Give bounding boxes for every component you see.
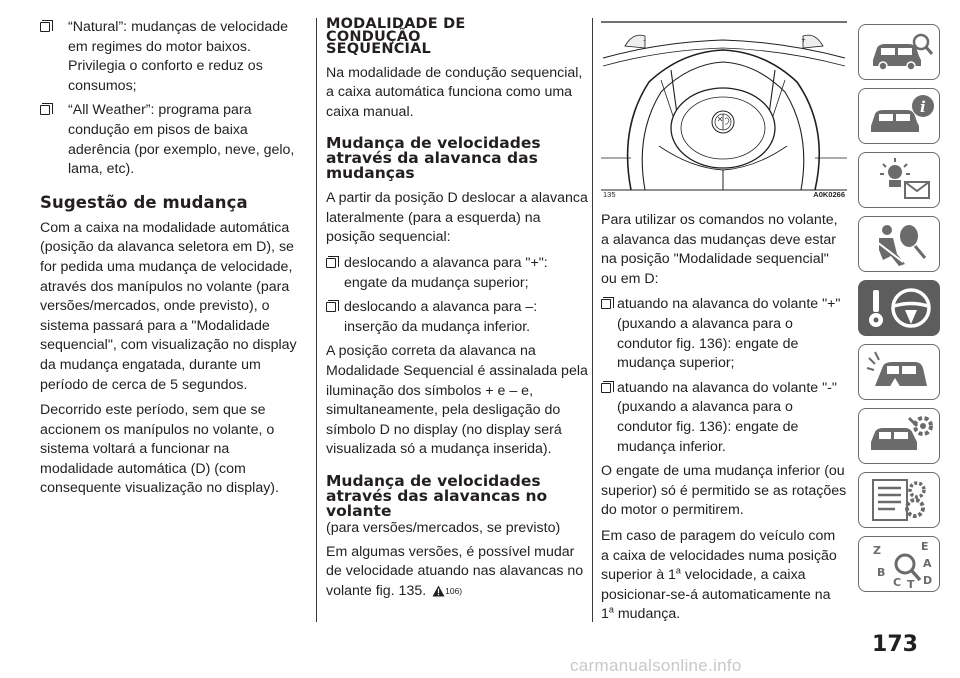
index-letter: Z (873, 544, 881, 557)
svg-text:–: – (643, 37, 646, 44)
column-3 (601, 211, 847, 631)
technical-data-icon (865, 476, 935, 524)
svg-text:+: + (801, 37, 807, 44)
bullet-item (40, 18, 302, 96)
paragraph: Decorrido este período, sem que se accionem os manípulos no volante, o sistema voltará a funcionar na modalidade automática (D) (com consequente visualização no display). (40, 402, 279, 497)
bullet-text: “All Weather”: programa para condução em pisos de baixa aderência (por exemplo, neve, gelo, lama, etc). (68, 102, 295, 178)
car-emergency-icon (865, 348, 935, 396)
paragraph-text: mudança. (613, 606, 681, 623)
tab-car-info[interactable] (858, 88, 940, 144)
paragraph: O engate de uma mudança inferior (ou superior) só é permitido se as rotações do motor o permitirem. (601, 463, 847, 519)
steering-wheel-drawing (601, 18, 847, 191)
column-2 (326, 18, 588, 609)
watermark-text: carmanualsonline.info (570, 656, 742, 675)
checkbox-bullet-icon (326, 258, 336, 268)
paragraph: Para utilizar os comandos no volante, a alavanca das mudanças deve estar na posição "Modalidade sequencial" ou em D: (601, 212, 838, 287)
index-letter: A (923, 557, 932, 570)
column-1 (40, 18, 302, 505)
bullet-item (601, 379, 847, 457)
paragraph: A partir da posição D deslocar a alavanca lateralmente (para a esquerda) na posição sequencial: (326, 190, 588, 246)
bullet-item (40, 101, 302, 179)
checkbox-bullet-icon (601, 299, 611, 309)
section-heading-sequential-mode: MODALIDADE DE CONDUÇÃO SEQUENCIAL (326, 16, 466, 57)
tab-airbag-safety[interactable] (858, 216, 940, 272)
tab-technical-data[interactable] (858, 472, 940, 528)
checkbox-bullet-icon (40, 105, 50, 115)
figure-number: 135 (603, 190, 616, 199)
paragraph-text: Em algumas versões, é possível mudar de velocidade atuando nas alavancas no volante fig. 135. (326, 543, 584, 599)
tab-car-maintenance[interactable] (858, 408, 940, 464)
paragraph: Com a caixa na modalidade automática (posição da alavanca seletora em D), se for pedida uma mudança de velocidade, através dos manípulos no volante (para versões/mercados, onde previsto), o sistema passará para a "Modalidade sequencial", com visualização no display da mudança engatada, durante um período de cerca de 5 segundos. (40, 219, 297, 393)
column-divider-left (316, 18, 317, 622)
bullet-item (326, 298, 588, 337)
warning-triangle-icon (432, 584, 445, 604)
paragraph (601, 527, 847, 625)
subheading-steering-paddles: Mudança de velocidades através das alavancas no volante (326, 472, 548, 520)
checkbox-bullet-icon (40, 22, 50, 32)
ordinal-indicator: a (675, 565, 681, 576)
index-letter: B (877, 566, 886, 579)
paragraph: Na modalidade de condução sequencial, a caixa automática funciona como uma caixa manual. (326, 64, 583, 120)
paragraph-text: velocidade, a caixa posicionar-se-á automaticamente na 1 (601, 567, 831, 623)
bullet-text: atuando na alavanca do volante "-" (puxando a alavanca para o condutor fig. 136): engate de mudança inferior. (617, 379, 837, 455)
bullet-text: “Natural”: mudanças de velocidade em regimes do motor baixos. Privilegia o conforto e reduz os consumos; (68, 19, 289, 94)
car-maintenance-icon (865, 412, 935, 460)
bullet-item (601, 295, 847, 373)
bullet-item (326, 254, 588, 293)
paragraph: A posição correta da alavanca na Modalidade Sequencial é assinalada pela iluminação dos símbolos + e – e, simultaneamente, pela desligação do símbolo D no display (no display será visualizada só a mudança inserida). (326, 343, 588, 458)
section-heading-gear-suggestion: Sugestão de mudança (40, 192, 248, 212)
figure-code: A0K0266 (813, 190, 845, 199)
car-search-icon (865, 28, 935, 76)
steering-wheel-figure (601, 18, 847, 191)
tab-alphabetical-index[interactable] (858, 536, 940, 592)
column-divider-right (592, 18, 593, 622)
version-note: (para versões/mercados, se previsto) (326, 520, 561, 536)
paragraph (326, 543, 588, 604)
bullet-text: atuando na alavanca do volante "+" (puxando a alavanca para o condutor fig. 136): engate de mudança superior; (617, 296, 841, 372)
alphabetical-index-icon (865, 540, 935, 588)
ordinal-indicator: a (608, 604, 614, 615)
page-number: 173 (872, 632, 918, 657)
index-letter: T (907, 578, 915, 588)
paragraph-text: Em caso de paragem do veículo com a caixa de velocidades numa posição superior à 1 (601, 527, 837, 584)
bullet-text: deslocando a alavanca para "+": engate da mudança superior; (344, 255, 548, 291)
subheading-gear-lever: Mudança de velocidades através da alavanca das mudanças (326, 134, 541, 183)
tab-car-emergency[interactable] (858, 344, 940, 400)
index-letter: D (923, 574, 933, 587)
dashboard-lights-icon (865, 156, 935, 204)
index-letter: E (921, 540, 929, 553)
tab-dashboard-lights[interactable] (858, 152, 940, 208)
svg-text:i: i (920, 98, 926, 116)
car-info-icon (865, 92, 935, 140)
note-reference: 106) (445, 585, 463, 596)
checkbox-bullet-icon (601, 383, 611, 393)
airbag-safety-icon (865, 220, 935, 268)
bullet-text: deslocando a alavanca para –: inserção da mudança inferior. (344, 299, 538, 335)
checkbox-bullet-icon (326, 302, 336, 312)
key-steering-wheel-icon (865, 284, 935, 332)
tab-car-search[interactable] (858, 24, 940, 80)
tab-starting-driving[interactable] (858, 280, 940, 336)
index-letter: C (893, 576, 902, 588)
